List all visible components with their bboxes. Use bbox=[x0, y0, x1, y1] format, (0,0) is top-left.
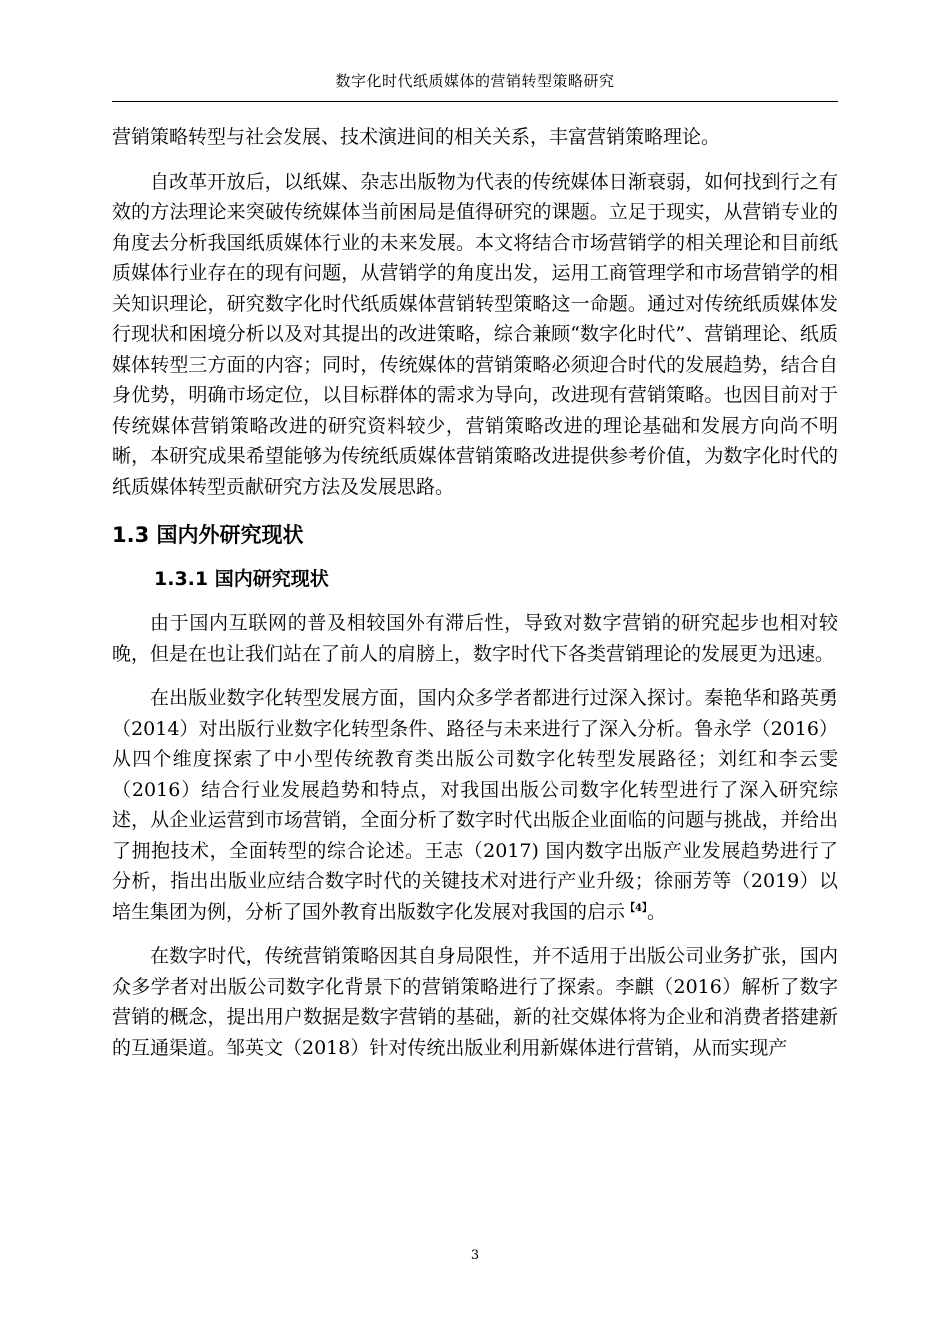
paragraph-digital-marketing: 在数字时代，传统营销策略因其自身局限性，并不适用于出版公司业务扩张，国内众多学者对出版公司数字化背景下的营销策略进行了探索。李麒（2016）解析了数字营销的概念，提出用户数据是数字营销的基础，新的社交媒体将为企业和消费者搭建新的互通渠道。邹英文（2018）针对传统出版业利用新媒体进行营销，从而实现产 bbox=[112, 945, 838, 1059]
page-number: 3 bbox=[470, 1248, 480, 1263]
paragraph-continuation: 营销策略转型与社会发展、技术演进间的相关关系，丰富营销策略理论。 bbox=[112, 126, 721, 148]
paragraph-publishing-transformation bbox=[112, 683, 838, 927]
paragraph-text: 在出版业数字化转型发展方面，国内众多学者都进行过深入探讨。秦艳华和路英勇（2014）对出版行业数字化转型条件、路径与未来进行了深入分析。鲁永学（2016）从四个维度探索了中小型传统教育类出版公司数字化转型发展路径；刘红和李云雯（2016）结合行业发展趋势和特点，对我国出版公司数字化转型进行了深入研究综述，从企业运营到市场营销，全面分析了数字时代出版企业面临的问题与挑战，并给出了拥抱技术，全面转型的综合论述。王志（2017) 国内数字出版产业发展趋势进行了分析，指出出版业应结合数字时代的关键技术对进行产业升级；徐丽芳等（2019）以培生集团为例，分析了国外教育出版数字化发展对我国的启示 bbox=[112, 687, 838, 923]
citation-marker: 【4】 bbox=[625, 902, 647, 914]
page-body bbox=[112, 122, 838, 1063]
section-heading: 1.3 国内外研究现状 bbox=[112, 523, 304, 547]
subsection-heading: 1.3.1 国内研究现状 bbox=[154, 568, 329, 590]
paragraph-significance: 自改革开放后，以纸媒、杂志出版物为代表的传统媒体日渐衰弱，如何找到行之有效的方法理论来突破传统媒体当前困局是值得研究的课题。立足于现实，从营销专业的角度去分析我国纸质媒体行业的未来发展。本文将结合市场营销学的相关理论和目前纸质媒体行业存在的现有问题，从营销学的角度出发，运用工商管理学和市场营销学的相关知识理论，研究数字化时代纸质媒体营销转型策略这一命题。通过对传统纸质媒体发行现状和困境分析以及对其提出的改进策略，综合兼顾“数字化时代”、营销理论、纸质媒体转型三方面的内容；同时，传统媒体的营销策略必须迎合时代的发展趋势，结合自身优势，明确市场定位，以目标群体的需求为导向，改进现有营销策略。也因目前对于传统媒体营销策略改进的研究资料较少，营销策略改进的理论基础和发展方向尚不明晰，本研究成果希望能够为传统纸质媒体营销策略改进提供参考价值，为数字化时代的纸质媒体转型贡献研究方法及发展思路。 bbox=[112, 170, 838, 498]
paragraph-end-punct: 。 bbox=[646, 900, 666, 923]
paragraph-domestic-intro: 由于国内互联网的普及相较国外有滞后性，导致对数字营销的研究起步也相对较晚，但是在也让我们站在了前人的肩膀上，数字时代下各类营销理论的发展更为迅速。 bbox=[112, 612, 838, 665]
running-header: 数字化时代纸质媒体的营销转型策略研究 bbox=[335, 72, 615, 90]
header-divider bbox=[112, 101, 838, 102]
